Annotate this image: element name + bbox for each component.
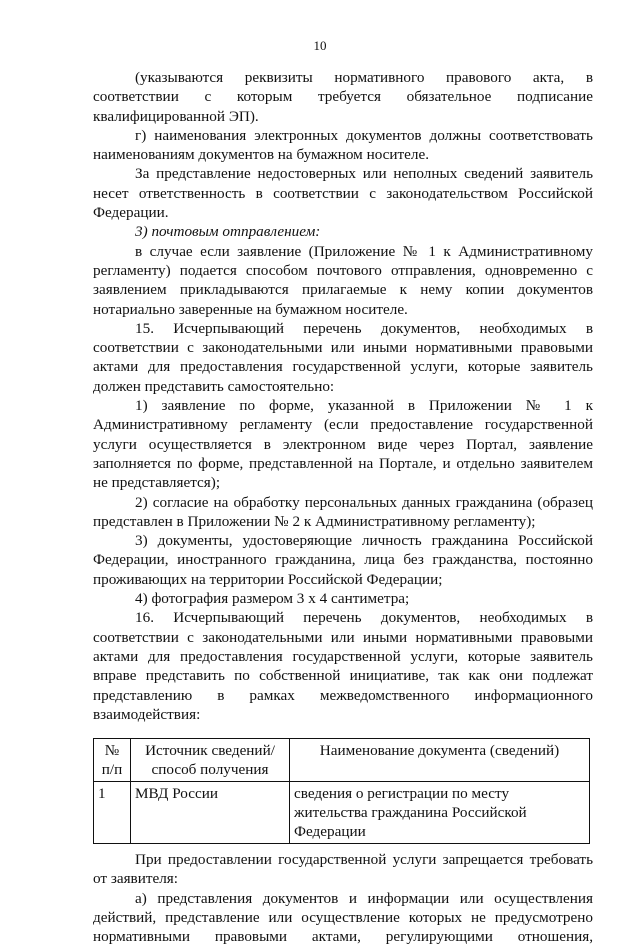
table-header-row [94,739,590,782]
table-header-cell: Наименование документа (сведений) [290,739,590,782]
document-body [93,68,593,947]
table-cell: сведения о регистрации по месту жительства гражданина Российской Федерации [290,782,590,844]
paragraph-heading: 3) почтовым отправлением: [135,223,321,241]
table-cell: МВД России [131,782,290,844]
table-row [94,782,590,844]
paragraph: За представление недостоверных или неполных сведений заявитель несет ответственность в соответствии с законодательством Российской Федерации. [93,165,593,222]
paragraph: 2) согласие на обработку персональных данных гражданина (образец представлен в Приложении № 2 к Административному регламенту); [93,493,593,530]
table-cell: 1 [94,782,131,844]
documents-table [93,738,590,844]
paragraph: 4) фотография размером 3 х 4 сантиметра; [135,590,410,608]
paragraph: 3) документы, удостоверяющие личность гражданина Российской Федерации, иностранного гражданина, лица без гражданства, постоянно проживающих на территории Российской Федерации; [93,532,593,588]
paragraph: 15. Исчерпывающий перечень документов, необходимых в соответствии с законодательными или иными нормативными правовыми актами для предоставления государственной услуги, которые заявитель должен представить самостоятельно: [93,319,593,395]
paragraph: При предоставлении государственной услуги запрещается требовать от заявителя: [93,851,593,888]
page-number: 10 [313,38,327,53]
paragraph: в случае если заявление (Приложение № 1 к Административному регламенту) подается способом почтового отправления, одновременно с заявлением прикладываются прилагаемые к нему копии документов нотариально заверенные на бумажном носителе. [93,242,593,318]
paragraph: 16. Исчерпывающий перечень документов, необходимых в соответствии с законодательными или иными нормативными правовыми актами для предоставления государственной услуги, которые заявитель вправе представить по собственной инициативе, так как они подлежат представлению в рамках межведомственного информационного взаимодействия: [93,609,593,723]
paragraph: а) представления документов и информации или осуществления действий, представление или осуществление которых не предусмотрено нормативными правовыми актами, регулирующими отношения, [93,889,593,946]
paragraph: (указываются реквизиты нормативного правового акта, в соответствии с которым требуется обязательное подписание квалифицированной ЭП). [93,69,593,125]
paragraph: 1) заявление по форме, указанной в Приложении № 1 к Административному регламенту (если предоставление государственной услуги осуществляется в электронном виде через Портал, заявление заполняется по форме, представленной на Портале, и отдельно заявителем не представляется); [93,397,593,492]
table-header-cell: Источник сведений/способ получения [131,739,290,782]
table-header-cell: № п/п [94,739,131,782]
paragraph: г) наименования электронных документов должны соответствовать наименованиям документов на бумажном носителе. [93,126,593,164]
